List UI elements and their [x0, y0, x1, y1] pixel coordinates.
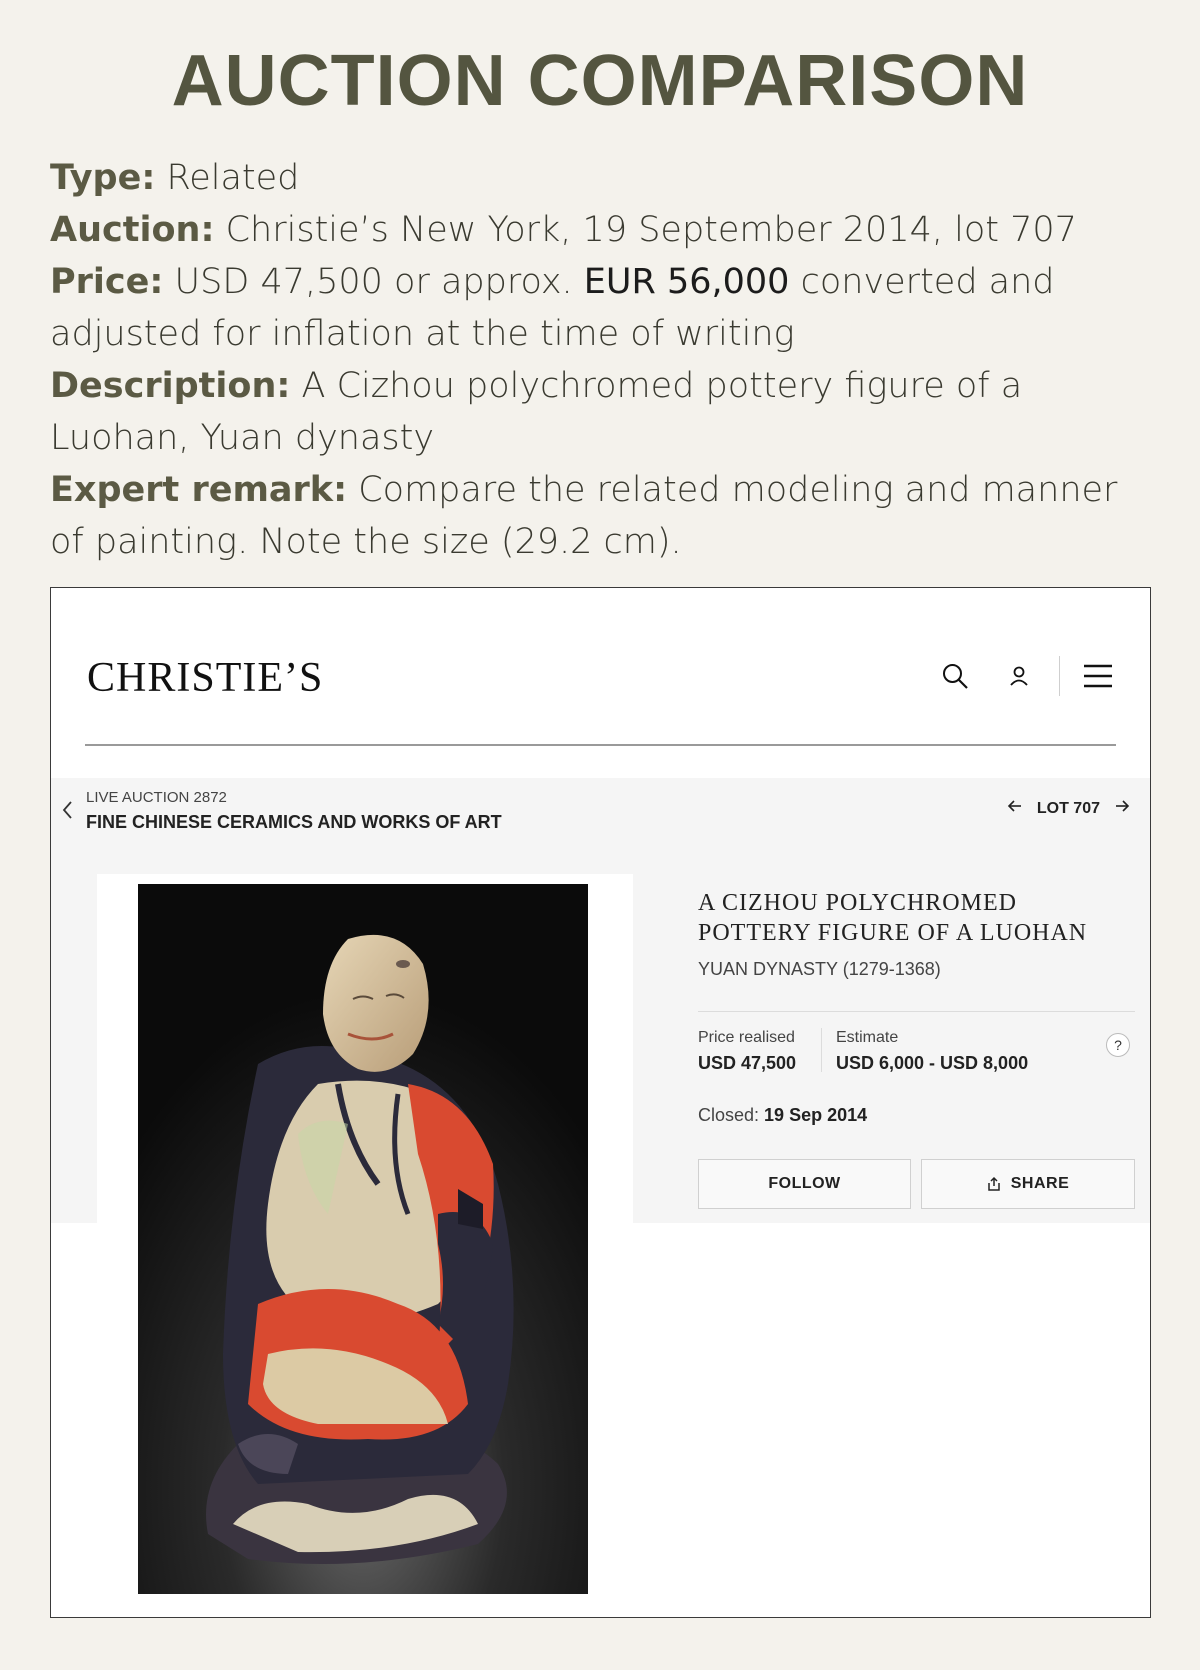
closed-date: [698, 1105, 867, 1126]
remark-label: Expert remark:: [50, 470, 348, 510]
header-icons: [937, 656, 1116, 696]
breadcrumb: [51, 778, 1150, 847]
remark-line: [50, 464, 1160, 568]
chevron-left-icon[interactable]: [61, 798, 75, 826]
remark-value: Compare the related modeling and manner of painting. Note the size (29.2 cm).: [50, 470, 1118, 562]
christies-logo[interactable]: CHRISTIE’S: [87, 655, 324, 701]
type-line: [50, 152, 1160, 204]
price-realised: [698, 1029, 796, 1074]
christies-screenshot: [50, 587, 1151, 1618]
luohan-figure-photo[interactable]: [138, 884, 588, 1594]
lot-divider: [698, 1011, 1135, 1012]
header-divider: [1059, 656, 1060, 696]
prev-lot-arrow-icon[interactable]: [1007, 798, 1023, 819]
follow-button[interactable]: [698, 1159, 911, 1209]
lot-title: A CIZHOU POLYCHROMED POTTERY FIGURE OF A LUOHAN: [698, 890, 1088, 946]
price-divider: [821, 1028, 822, 1072]
estimate-value: USD 6,000 - USD 8,000: [836, 1053, 1029, 1073]
account-icon[interactable]: [1001, 658, 1037, 694]
menu-icon[interactable]: [1080, 658, 1116, 694]
lot-number: LOT 707: [1036, 799, 1100, 817]
price-value-eur: EUR 56,000: [583, 262, 790, 302]
estimate: [836, 1029, 1028, 1074]
auction-label: Auction:: [50, 210, 215, 250]
next-lot-arrow-icon[interactable]: [1114, 798, 1130, 819]
closed-value: 19 Sep 2014: [764, 1105, 868, 1125]
help-icon[interactable]: ?: [1106, 1033, 1130, 1057]
price-value-usd: USD 47,500 or approx.: [174, 262, 573, 302]
lot-subtitle: YUAN DYNASTY (1279-1368): [698, 959, 941, 979]
closed-label: Closed:: [698, 1105, 760, 1125]
description-value: A Cizhou polychromed pottery figure of a Luohan, Yuan dynasty: [50, 366, 1023, 458]
lot-navigator: [1007, 798, 1130, 819]
description-label: Description:: [50, 366, 291, 406]
price-line: [50, 256, 1160, 360]
search-icon[interactable]: [937, 658, 973, 694]
share-icon: [987, 1176, 1001, 1192]
share-label: SHARE: [1010, 1175, 1070, 1192]
description-line: [50, 360, 1160, 464]
follow-label: FOLLOW: [768, 1175, 841, 1192]
price-label: Price:: [50, 262, 164, 302]
auction-value: Christie’s New York, 19 September 2014, lot 707: [225, 210, 1077, 250]
price-realised-value: USD 47,500: [698, 1053, 797, 1073]
type-value: Related: [166, 158, 300, 198]
type-label: Type:: [50, 158, 156, 198]
estimate-label: Estimate: [836, 1029, 899, 1046]
price-value-note: converted and adjusted for inflation at the time of writing: [50, 262, 1055, 354]
sale-number: LIVE AUCTION 2872: [86, 789, 227, 806]
auction-info: [50, 152, 1160, 568]
price-realised-label: Price realised: [698, 1029, 795, 1046]
page-title: AUCTION COMPARISON: [171, 41, 1029, 121]
auction-line: [50, 204, 1160, 256]
header-rule: [85, 744, 1116, 746]
share-button[interactable]: [921, 1159, 1135, 1209]
sale-title[interactable]: FINE CHINESE CERAMICS AND WORKS OF ART: [86, 812, 502, 832]
